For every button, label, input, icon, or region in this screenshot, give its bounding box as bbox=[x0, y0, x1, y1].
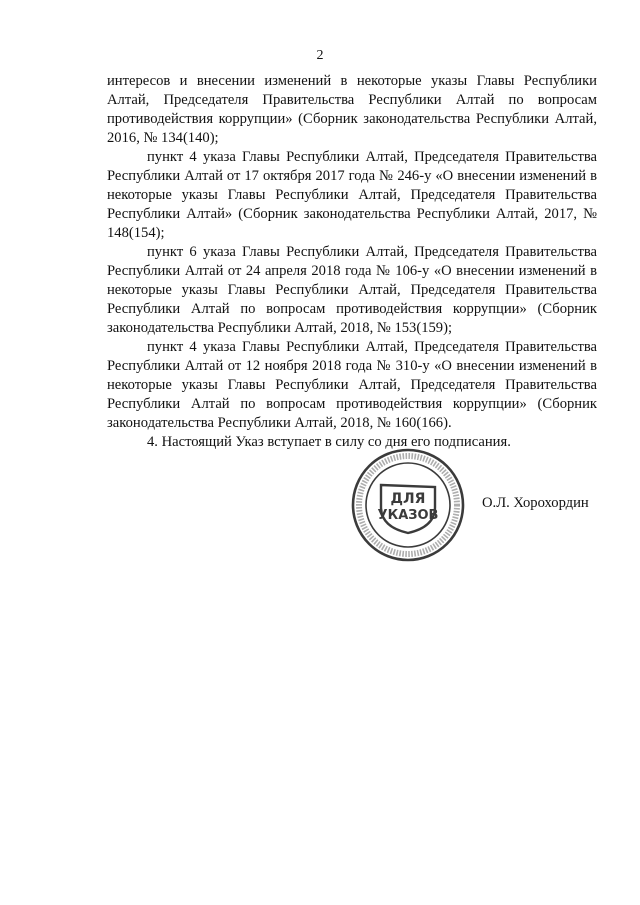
paragraph-4: пункт 4 указа Главы Республики Алтай, Председателя Правительства Республики Алтай от 12 ноября 2018 года № 310-у «О внесении изменений в некоторые указы Главы Республики Алтай, Председателя Правительства Республики Алтай по вопросам противодействия коррупции» (Сборник законодательства Республики Алтай, 2018, № 160(166). bbox=[107, 339, 597, 431]
stamp-text-line2: УКАЗОВ bbox=[377, 508, 439, 523]
paragraph-3: пункт 6 указа Главы Республики Алтай, Председателя Правительства Республики Алтай от 24 апреля 2018 года № 106-у «О внесении изменений в некоторые указы Главы Республики Алтай, Председателя Правительства Республики Алтай по вопросам противодействия коррупции» (Сборник законодательства Республики Алтай, 2018, № 153(159); bbox=[107, 244, 597, 336]
paragraph-1: интересов и внесении изменений в некоторые указы Главы Республики Алтай, Председателя Правительства Республики Алтай по вопросам противодействия коррупции» (Сборник законодательства Республики Алтай, 2016, № 134(140); bbox=[107, 73, 597, 146]
official-seal-stamp bbox=[350, 447, 466, 563]
stamp-text-line1: ДЛЯ bbox=[390, 491, 426, 507]
signer-name: О.Л. Хорохордин bbox=[482, 495, 589, 511]
document-body bbox=[107, 72, 597, 452]
signature-area bbox=[350, 447, 610, 562]
paragraph-5: 4. Настоящий Указ вступает в силу со дня его подписания. bbox=[147, 434, 511, 450]
page-number: 2 bbox=[316, 48, 324, 63]
paragraph-2: пункт 4 указа Главы Республики Алтай, Председателя Правительства Республики Алтай от 17 октября 2017 года № 246-у «О внесении изменений в некоторые указы Главы Республики Алтай, Председателя Правительства Республики Алтай» (Сборник законодательства Республики Алтай, 2017, № 148(154); bbox=[107, 149, 597, 241]
